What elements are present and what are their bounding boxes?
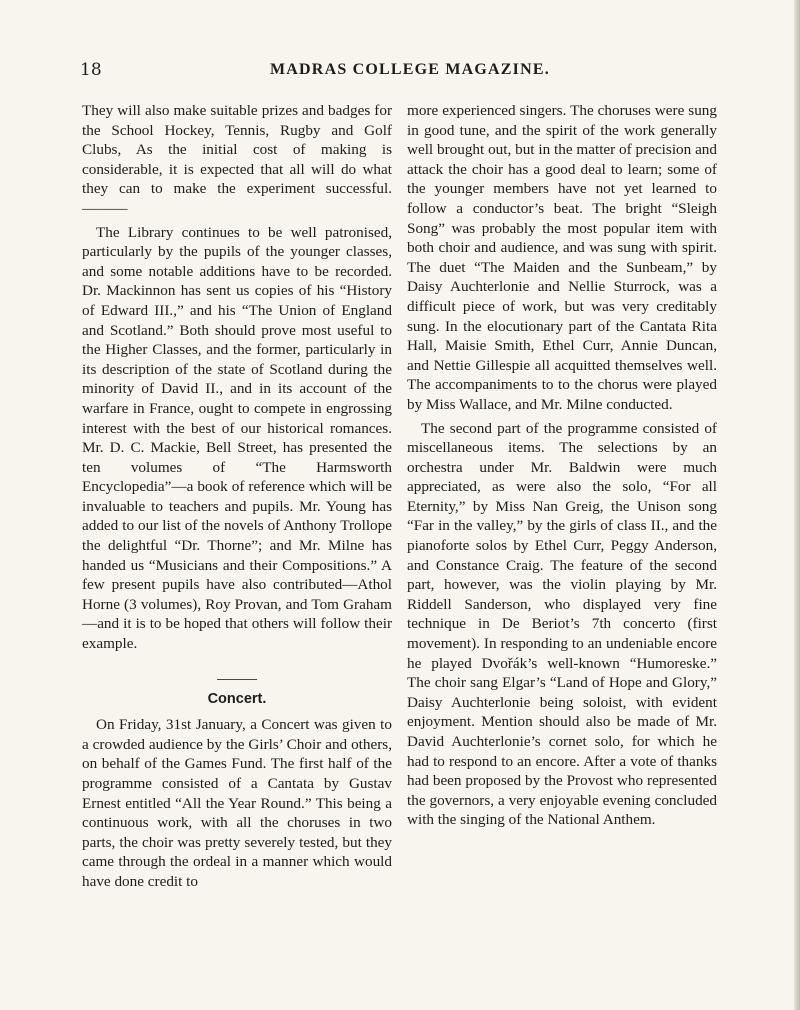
paragraph-badges: They will also make suitable prizes and badges for the School Hockey, Tennis, Rugby and Golf Clubs, As the initial cost of making is considerable, it is expected that all will do what they can to make the experiment successful. ———	[82, 102, 392, 217]
paragraph-concert: On Friday, 31st January, a Concert was given to a crowded audience by the Girls’ Choir and others, on behalf of the Games Fund. The first half of the programme consisted of a Cantata by Gustav Ernest entitled “All the Year Round.” This being a continuous work, with all the choruses in two parts, the choir was pretty severely tested, but they came through the ordeal in a manner which would have done credit to	[82, 716, 392, 890]
section-divider	[82, 670, 392, 682]
paragraph-second-part: The second part of the programme consisted of miscellaneous items. The selections by an orchestra under Mr. Baldwin were much appreciated, as were also the solo, “For all Eternity,” by Miss Nan Greig, the Unison song “Far in the valley,” by the girls of class II., and the pianoforte solos by Ethel Curr, Peggy Anderson, and Constance Craig. The feature of the second part, however, was the violin playing by Mr. Riddell Sanderson, who displayed very fine technique in De Beriot’s 7th concerto (first movement). In responding to an undeniable encore he played Dvořák’s well-known “Humoreske.” The choir sang Elgar’s “Land of Hope and Glory,” Daisy Auchterlonie being soloist, with evident enjoyment. Mention should also be made of Mr. David Auchterlonie’s cornet solo, for which he had to respond to an encore. After a vote of thanks had been proposed by the Provost who represented the governors, a very enjoyable evening concluded with the singing of the National Anthem.	[407, 419, 717, 829]
scan-edge	[794, 0, 800, 1010]
paragraph-library: The Library continues to be well patronised, particularly by the pupils of the younger classes, and some notable additions have to be recorded. Dr. Mackinnon has sent us copies of his “History of Edward III.,” and his “The Union of England and Scotland.” Both should prove most useful to the Higher Classes, and the former, particularly in its description of the state of Scotland during the minority of David II., and in its account of the warfare in France, ought to compete in engrossing interest with the best of our historical romances. Mr. D. C. Mackie, Bell Street, has presented the ten volumes of “The Harmsworth Encyclopedia”—a book of reference which will be invaluable to teachers and pupils. Mr. Young has added to our list of the novels of Anthony Trollope the delightful “Dr. Thorne”; and Mr. Milne has handed us “Musicians and their Compositions.” A few present pupils have also contributed—Athol Horne (3 volumes), Roy Provan, and Tom Graham—and it is to be hoped that others will follow their example.	[82, 223, 392, 653]
left-column	[82, 101, 392, 892]
running-head: MADRAS COLLEGE MAGAZINE.	[270, 61, 550, 78]
paragraph-concert-cont: more experienced singers. The choruses were sung in good tune, and the spirit of the work generally well brought out, but in the matter of precision and attack the choir has a good deal to learn; some of the younger members have not yet learned to follow a conductor’s beat. The bright “Sleigh Song” was probably the most popular item with both choir and audience, and was sung with spirit. The duet “The Maiden and the Sunbeam,” by Daisy Auchterlonie and Nellie Sturrock, was a difficult piece of work, but was very creditably sung. In the elocutionary part of the Cantata Rita Hall, Maisie Smith, Ethel Curr, Annie Duncan, and Nettie Gillespie all acquitted themselves well. The accompaniments to to the chorus were played by Miss Wallace, and Mr. Milne conducted.	[407, 102, 717, 413]
right-column	[407, 101, 717, 830]
page-number: 18	[80, 60, 102, 80]
section-title-concert: Concert.	[207, 690, 267, 707]
page-header	[80, 60, 720, 84]
